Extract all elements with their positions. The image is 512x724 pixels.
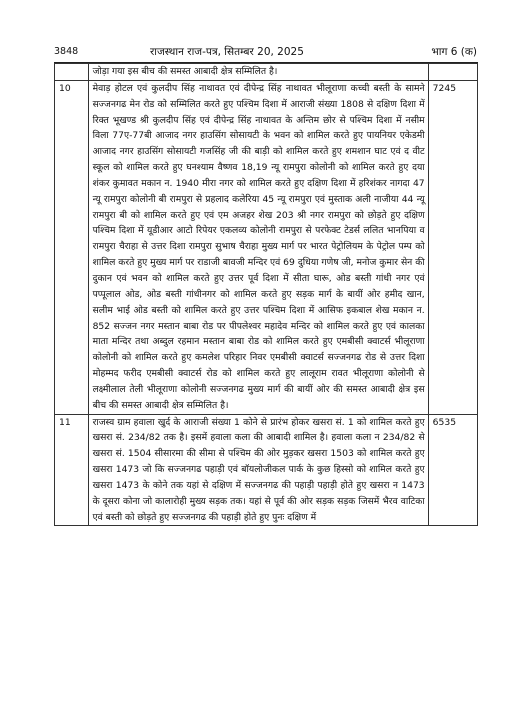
- page-header: [54, 44, 477, 62]
- population-cell: 6535: [428, 414, 477, 526]
- boundary-description-cell: राजस्व ग्राम हवाला खुर्द के आराजी संख्या 1 कोने से प्रारंभ होकर खसरा सं. 1 को शामिल करते हुए खसरा सं. 234/82 तक है। इसमें हवाला कला की आबादी शामिल है। हवाला कला न 234/82 से खसरा सं. 1504 सीसारमा की सीमा से पश्चिम की ओर मुड़कर खसरा 1503 को शामिल करते हुए खसरा 1473 जो कि सज्जनगढ पहाड़ी एवं बॉयलोजीकल पार्क के कुछ हिस्सो को शामिल करते हुए खसरा 1473 के कोने तक यहां से दक्षिण में सज्जनगढ की पहाड़ी पहाड़ी होते हुए खसरा न 1473 के दूसरा कोना जो कालारोही मुख्य सड़क तक। यहां से पूर्व की ओर सड़क सड़क जिसमें भैरव वाटिका एवं बस्ती को छोड़ते हुए सज्जनगढ की पहाड़ी होते हुए पुनः दक्षिण में: [88, 414, 428, 526]
- gazette-part: भाग 6 (क): [431, 46, 477, 58]
- boundary-description-cell: जोड़ा गया इस बीच की समस्त आबादी क्षेत्र सम्मिलित है।: [88, 64, 428, 81]
- gazette-title: राजस्थान राज-पत्र, सितम्बर 20, 2025: [150, 46, 304, 58]
- serial-number-cell: [55, 64, 89, 81]
- page-number: 3848: [54, 46, 79, 57]
- table-row: [55, 414, 478, 526]
- table-row: [55, 80, 478, 414]
- serial-number-cell: 11: [55, 414, 89, 526]
- population-cell: 7245: [428, 80, 477, 414]
- table-row: [55, 64, 478, 81]
- ward-boundary-table: [54, 63, 478, 526]
- serial-number-cell: 10: [55, 80, 89, 414]
- population-cell: [428, 64, 477, 81]
- boundary-description-cell: मेवाड़ होटल एवं कुलदीप सिंह नाथावत एवं दीपेन्द्र सिंह नाथावत भीलूराणा कच्ची बस्ती के सामने सज्जनगढ मेन रोड को सम्मिलित करते हुए पश्चिम दिशा में आराजी संख्या 1808 से दक्षिण दिशा में रिक्त भूखण्ड श्री कुलदीप सिंह एवं दीपेन्द्र सिंह नाथावत के अन्तिम छोर से पश्चिम दिशा में नसीम विला 77ए-77बी आजाद नगर हाउसिंग सोसायटी के भवन को शामिल करते हुए पायनियर एकेडमी आजाद नगर हाउसिंग सोसायटी गजसिंह जी की बाड़ी को शामिल करते हुए शमशान घाट एवं द वीट स्कूल को शामिल करते हुए घनश्याम वैष्णव 18,19 न्यू रामपुरा कोलोनी को शामिल करते हुए दया शंकर कुमावत मकान न. 1940 मीरा नगर को शामिल करते हुए दक्षिण दिशा में हरिशंकर नागदा 47 न्यू रामपुरा कोलोनी बी रामपुरा से प्रहलाद कलेरिया 45 न्यू रामपुरा एवं मुस्ताक अली नाजीया 44 न्यू रामपुरा बी को शामिल करते हुए एवं एम अजहर शेख 203 श्री नगर रामपुरा को छोड़ते हुए दक्षिण पश्चिम दिशा में यूडीआर आटो रिपेयर एकलव्य कोलोनी रामपुरा से परफेक्ट टेडर्स ललित भानपिया व रामपुरा चैराहा से उत्तर दिशा रामपुरा सुभाष चैराहा मुख्य मार्ग पर भारत पेट्रोलियम के पेट्रोल पम्प को शामिल करते हुए मुख्य मार्ग पर राडाजी बावजी मन्दिर एवं 69 दुधिया गणेष जी, मनोज कुमार सेन की दुकान एवं भवन को शामिल करते हुए उत्तर पूर्व दिशा में सीता घारू, ओड बस्ती गांधी नगर एवं पप्पूलाल ओड, ओड बस्ती गांधीनगर को शामिल करते हुए सड़क मार्ग के बायीं ओर हमीद खान, सलीम भाई ओड बस्ती को शामिल करते हुए उत्तर पश्चिम दिशा में आसिफ इकबाल शेख मकान न. 852 सज्जन नगर मस्तान बाबा रोड पर पीपलेश्वर महादेव मन्दिर को शामिल करते हुए एवं कालका माता मन्दिर तथा अब्दुल रहमान मस्तान बाबा रोड को शामिल करते हुए एमबीसी क्वाटर्स भीलूराणा कोलोनी को शामिल करते हुए कमलेश परिहार निवर एमबीसी क्वाटर्स सज्जनगढ रोड से उत्तर दिशा मोहम्मद फरीद एमबीसी क्वाटर्स रोड को शामिल करते हुए लालूराम रावत भीलूराणा कोलोनी से लक्ष्मीलाल तेली भीलूराणा कोलोनी सज्जनगढ मुख्य मार्ग की बायीं ओर की समस्त आबादी क्षेत्र इस बीच की समस्त आबादी क्षेत्र सम्मिलित है।: [88, 80, 428, 414]
